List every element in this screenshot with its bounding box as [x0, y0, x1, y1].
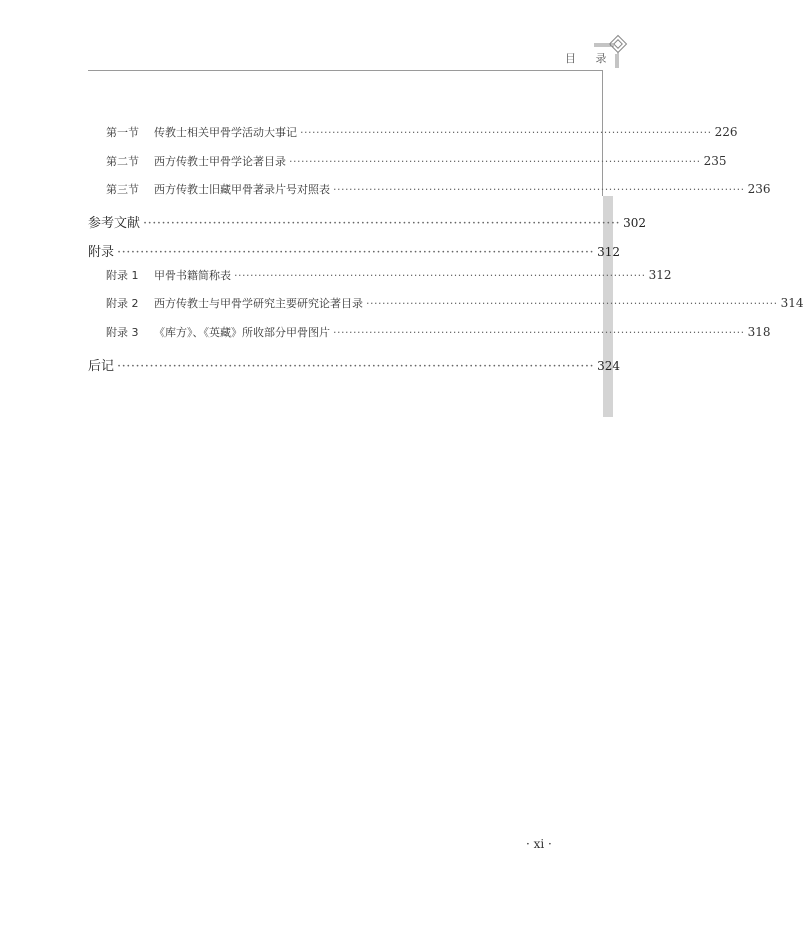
header-ornament-icon	[590, 32, 630, 68]
toc-page-number: 324	[597, 359, 621, 373]
toc-page-number: 312	[597, 245, 621, 259]
toc-entry-appendix-1[interactable]	[106, 267, 672, 283]
toc-chapter-title: 后记	[88, 359, 115, 374]
toc-entry-appendix-2[interactable]	[106, 295, 804, 311]
toc-page-number: 302	[623, 216, 647, 230]
dot-leader: ·······································································································	[143, 216, 621, 231]
toc-appendix-title: 西方传教士与甲骨学研究主要研究论著目录	[154, 297, 363, 310]
toc-page-number: 314	[780, 296, 804, 310]
toc-appendix-title: 甲骨书籍简称表	[154, 269, 231, 282]
toc-section-title: 西方传教士甲骨学论著目录	[154, 155, 286, 168]
dot-leader: ·······································································································	[234, 269, 646, 282]
header-rule	[88, 70, 603, 71]
toc-page-number: 235	[703, 154, 727, 168]
toc-section-title: 传教士相关甲骨学活动大事记	[154, 126, 297, 139]
dot-leader: ·······································································································	[300, 126, 712, 139]
toc-section-title: 西方传教士旧藏甲骨著录片号对照表	[154, 183, 330, 196]
toc-entry-section-1[interactable]	[106, 124, 738, 140]
toc-entry-section-3[interactable]	[106, 181, 771, 197]
toc-appendix-title: 《库方》、《英藏》所收部分甲骨图片	[154, 326, 330, 339]
toc-page-number: 226	[714, 125, 738, 139]
dot-leader: ·······································································································	[117, 359, 595, 374]
toc-entry-appendix[interactable]	[88, 241, 621, 260]
toc-section-number: 第二节	[106, 155, 139, 168]
toc-section-number: 第三节	[106, 183, 139, 196]
dot-leader: ·······································································································	[289, 155, 701, 168]
toc-appendix-number: 附录 2	[106, 297, 139, 310]
toc-page-number: 312	[648, 268, 672, 282]
toc-entry-references[interactable]	[88, 212, 647, 231]
toc-appendix-number: 附录 3	[106, 326, 139, 339]
toc-appendix-number: 附录 1	[106, 269, 139, 282]
toc-entry-section-2[interactable]	[106, 153, 727, 169]
dot-leader: ·······································································································	[117, 245, 595, 260]
toc-chapter-title: 参考文献	[88, 216, 141, 231]
dot-leader: ·······································································································	[366, 297, 778, 310]
toc-section-number: 第一节	[106, 126, 139, 139]
running-header-title: 目 录	[565, 52, 615, 65]
toc-page-number: 236	[747, 182, 771, 196]
toc-entry-postscript[interactable]	[88, 355, 621, 374]
dot-leader: ·······································································································	[333, 326, 745, 339]
toc-chapter-title: 附录	[88, 245, 115, 260]
page-number: · xi ·	[526, 837, 552, 851]
toc-entry-appendix-3[interactable]	[106, 324, 771, 340]
toc-page-number: 318	[747, 325, 771, 339]
dot-leader: ·······································································································	[333, 183, 745, 196]
